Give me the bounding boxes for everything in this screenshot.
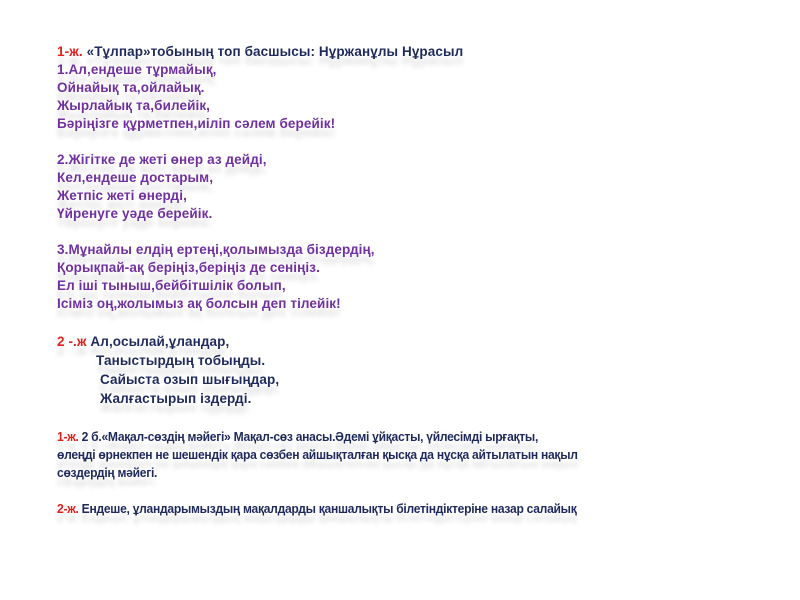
- verse-line: Үйренуге уәде берейік.: [57, 206, 213, 221]
- verse-line: Сайыста озып шығыңдар,: [100, 372, 280, 387]
- verse-line: Таныстырдың тобыңды.: [96, 353, 266, 368]
- paragraph-text: Ендеше, ұландарымыздың мақалдарды қаншалықты білетіндіктеріне назар салайық: [78, 501, 577, 516]
- speaker-label: 1-ж.: [57, 429, 79, 444]
- verse-line: Жалғастырып іздерді.: [100, 391, 252, 406]
- speaker-label: 2-ж.: [57, 501, 79, 516]
- section1-heading: [57, 44, 463, 59]
- verse-line: 1.Ал,ендеше тұрмайық,: [57, 62, 217, 77]
- verse-line: 2.Жігітке де жеті өнер аз дейді,: [57, 152, 267, 167]
- speaker-label: 1-ж.: [57, 44, 83, 59]
- paragraph-line: сөздердің мәйегі.: [57, 465, 158, 480]
- verse-line: Ел іші тыныш,бейбітшілік болып,: [57, 278, 286, 293]
- heading-text: «Тұлпар»тобының топ басшысы: Нұржанұлы Нұрасыл: [86, 44, 464, 59]
- verse-line: 3.Мұнайлы елдің ертеңі,қолымызда біздердің,: [57, 242, 375, 257]
- verse-text: Ал,осылай,ұландар,: [86, 334, 230, 349]
- section3-line: [57, 429, 538, 444]
- verse-line: Бәріңізге құрметпен,иіліп сәлем берейік!: [57, 116, 336, 131]
- section2-line: [57, 334, 229, 349]
- verse-line: Жырлайық та,билейік,: [57, 98, 211, 113]
- verse-line: Ісіміз оң,жолымыз ақ болсын деп тілейік!: [57, 296, 341, 311]
- speaker-label: 2 -.ж: [57, 334, 87, 349]
- section4-line: [57, 501, 576, 516]
- paragraph-line: өлеңді өрнекпен не шешендік қара сөзбен айшықталған қысқа да нұсқа айтылатын нақыл: [57, 447, 578, 462]
- verse-line: Қорықпай-ақ беріңіз,беріңіз де сеніңіз.: [57, 260, 320, 275]
- verse-line: Ойнайық та,ойлайық.: [57, 80, 205, 95]
- verse-line: Кел,ендеше достарым,: [57, 170, 214, 185]
- verse-line: Жетпіс жеті өнерді,: [57, 188, 187, 203]
- paragraph-text: 2 б.«Мақал-сөздің мәйегі» Мақал-сөз анасы.Әдемі ұйқасты, үйлесімді ырғақты,: [78, 429, 539, 444]
